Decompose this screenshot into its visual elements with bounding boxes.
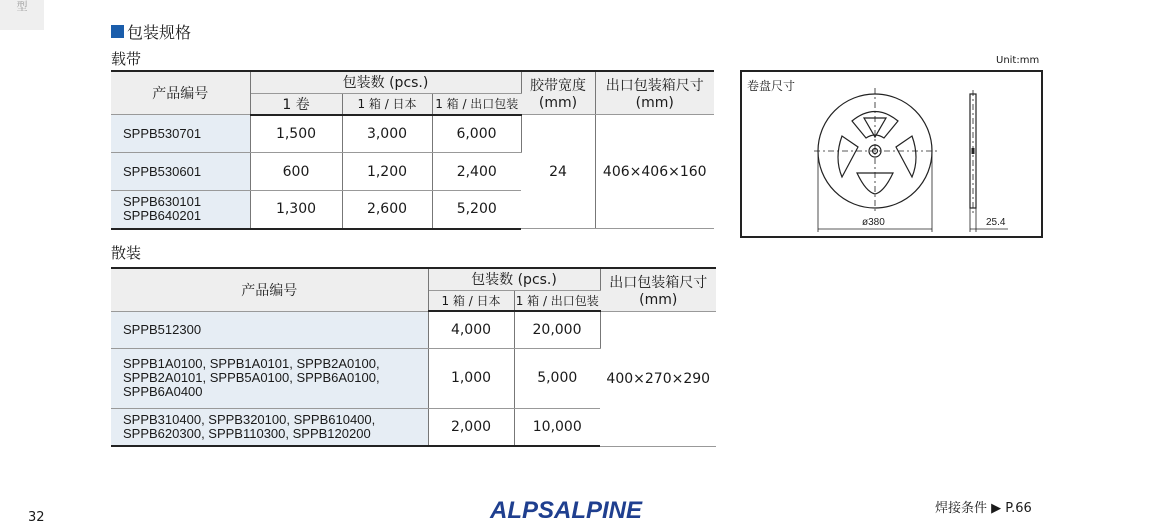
model-cell: SPPB630101 SPPB640201 [111, 191, 250, 229]
qty-box-export-cell: 10,000 [514, 408, 600, 446]
side-tab[interactable]: 型 [0, 0, 44, 30]
header-qty-group: 包装数 (pcs.) [428, 268, 600, 290]
qty-box-export-cell: 2,400 [432, 153, 521, 191]
qty-reel-cell: 1,500 [250, 115, 342, 153]
header-product: 产品编号 [111, 268, 428, 311]
header-qty-group: 包装数 (pcs.) [250, 71, 521, 93]
qty-box-japan-cell: 2,600 [342, 191, 432, 229]
model-cell: SPPB512300 [111, 311, 428, 348]
header-reel: 1 卷 [250, 93, 342, 115]
header-outer-box: 出口包装箱尺寸 (mm) [595, 71, 714, 115]
reel-window-right [896, 136, 916, 177]
width-label: 25.4 [986, 217, 1006, 228]
qty-box-japan-cell: 2,000 [428, 408, 514, 446]
model-cell: SPPB530601 [111, 153, 250, 191]
qty-box-japan-cell: 3,000 [342, 115, 432, 153]
model-cell: SPPB530701 [111, 115, 250, 153]
reel-dimension-figure [740, 70, 1043, 238]
title-square-icon [111, 25, 124, 38]
outer-box-cell: 406×406×160 [595, 115, 714, 229]
header-outer-box: 出口包装箱尺寸 (mm) [600, 268, 716, 311]
bulk-packaging-table [111, 267, 716, 447]
tape-subtitle: 载带 [111, 50, 142, 68]
header-box-japan: 1 箱 / 日本 [428, 290, 514, 311]
qty-box-japan-cell: 4,000 [428, 311, 514, 348]
qty-box-export-cell: 5,000 [514, 348, 600, 408]
qty-box-export-cell: 6,000 [432, 115, 521, 153]
model-cell: SPPB1A0100, SPPB1A0101, SPPB2A0100, SPPB2A0101, SPPB5A0100, SPPB6A0100, SPPB6A0400 [111, 348, 428, 408]
qty-box-japan-cell: 1,200 [342, 153, 432, 191]
tape-packaging-table [111, 70, 714, 230]
bulk-subtitle: 散装 [111, 244, 142, 262]
qty-reel-cell: 600 [250, 153, 342, 191]
qty-box-export-cell: 20,000 [514, 311, 600, 348]
qty-box-japan-cell: 1,000 [428, 348, 514, 408]
section-title: 包装规格 [111, 20, 191, 43]
reel-window-left [838, 136, 858, 177]
header-box-japan: 1 箱 / 日本 [342, 93, 432, 115]
brand-logo: ALPSALPINE [490, 497, 643, 524]
reel-figure-title: 卷盘尺寸 [747, 79, 796, 93]
outer-box-cell: 400×270×290 [600, 311, 716, 446]
diameter-label: ø380 [862, 217, 885, 228]
page-number: 32 [28, 510, 45, 525]
header-box-export: 1 箱 / 出口包装 [514, 290, 600, 311]
qty-reel-cell: 1,300 [250, 191, 342, 229]
table-row [111, 311, 716, 348]
table-row [111, 115, 714, 153]
reference-link[interactable]: 焊接条件 ▶ P.66 [935, 501, 1032, 516]
reel-drawing [742, 72, 1045, 240]
qty-box-export-cell: 5,200 [432, 191, 521, 229]
tape-width-cell: 24 [521, 115, 595, 229]
header-product: 产品编号 [111, 71, 250, 115]
model-cell: SPPB310400, SPPB320100, SPPB610400, SPPB620300, SPPB110300, SPPB120200 [111, 408, 428, 446]
header-box-export: 1 箱 / 出口包装 [432, 93, 521, 115]
unit-label: Unit:mm [996, 55, 1040, 66]
header-tape-width: 胶带宽度 (mm) [521, 71, 595, 115]
